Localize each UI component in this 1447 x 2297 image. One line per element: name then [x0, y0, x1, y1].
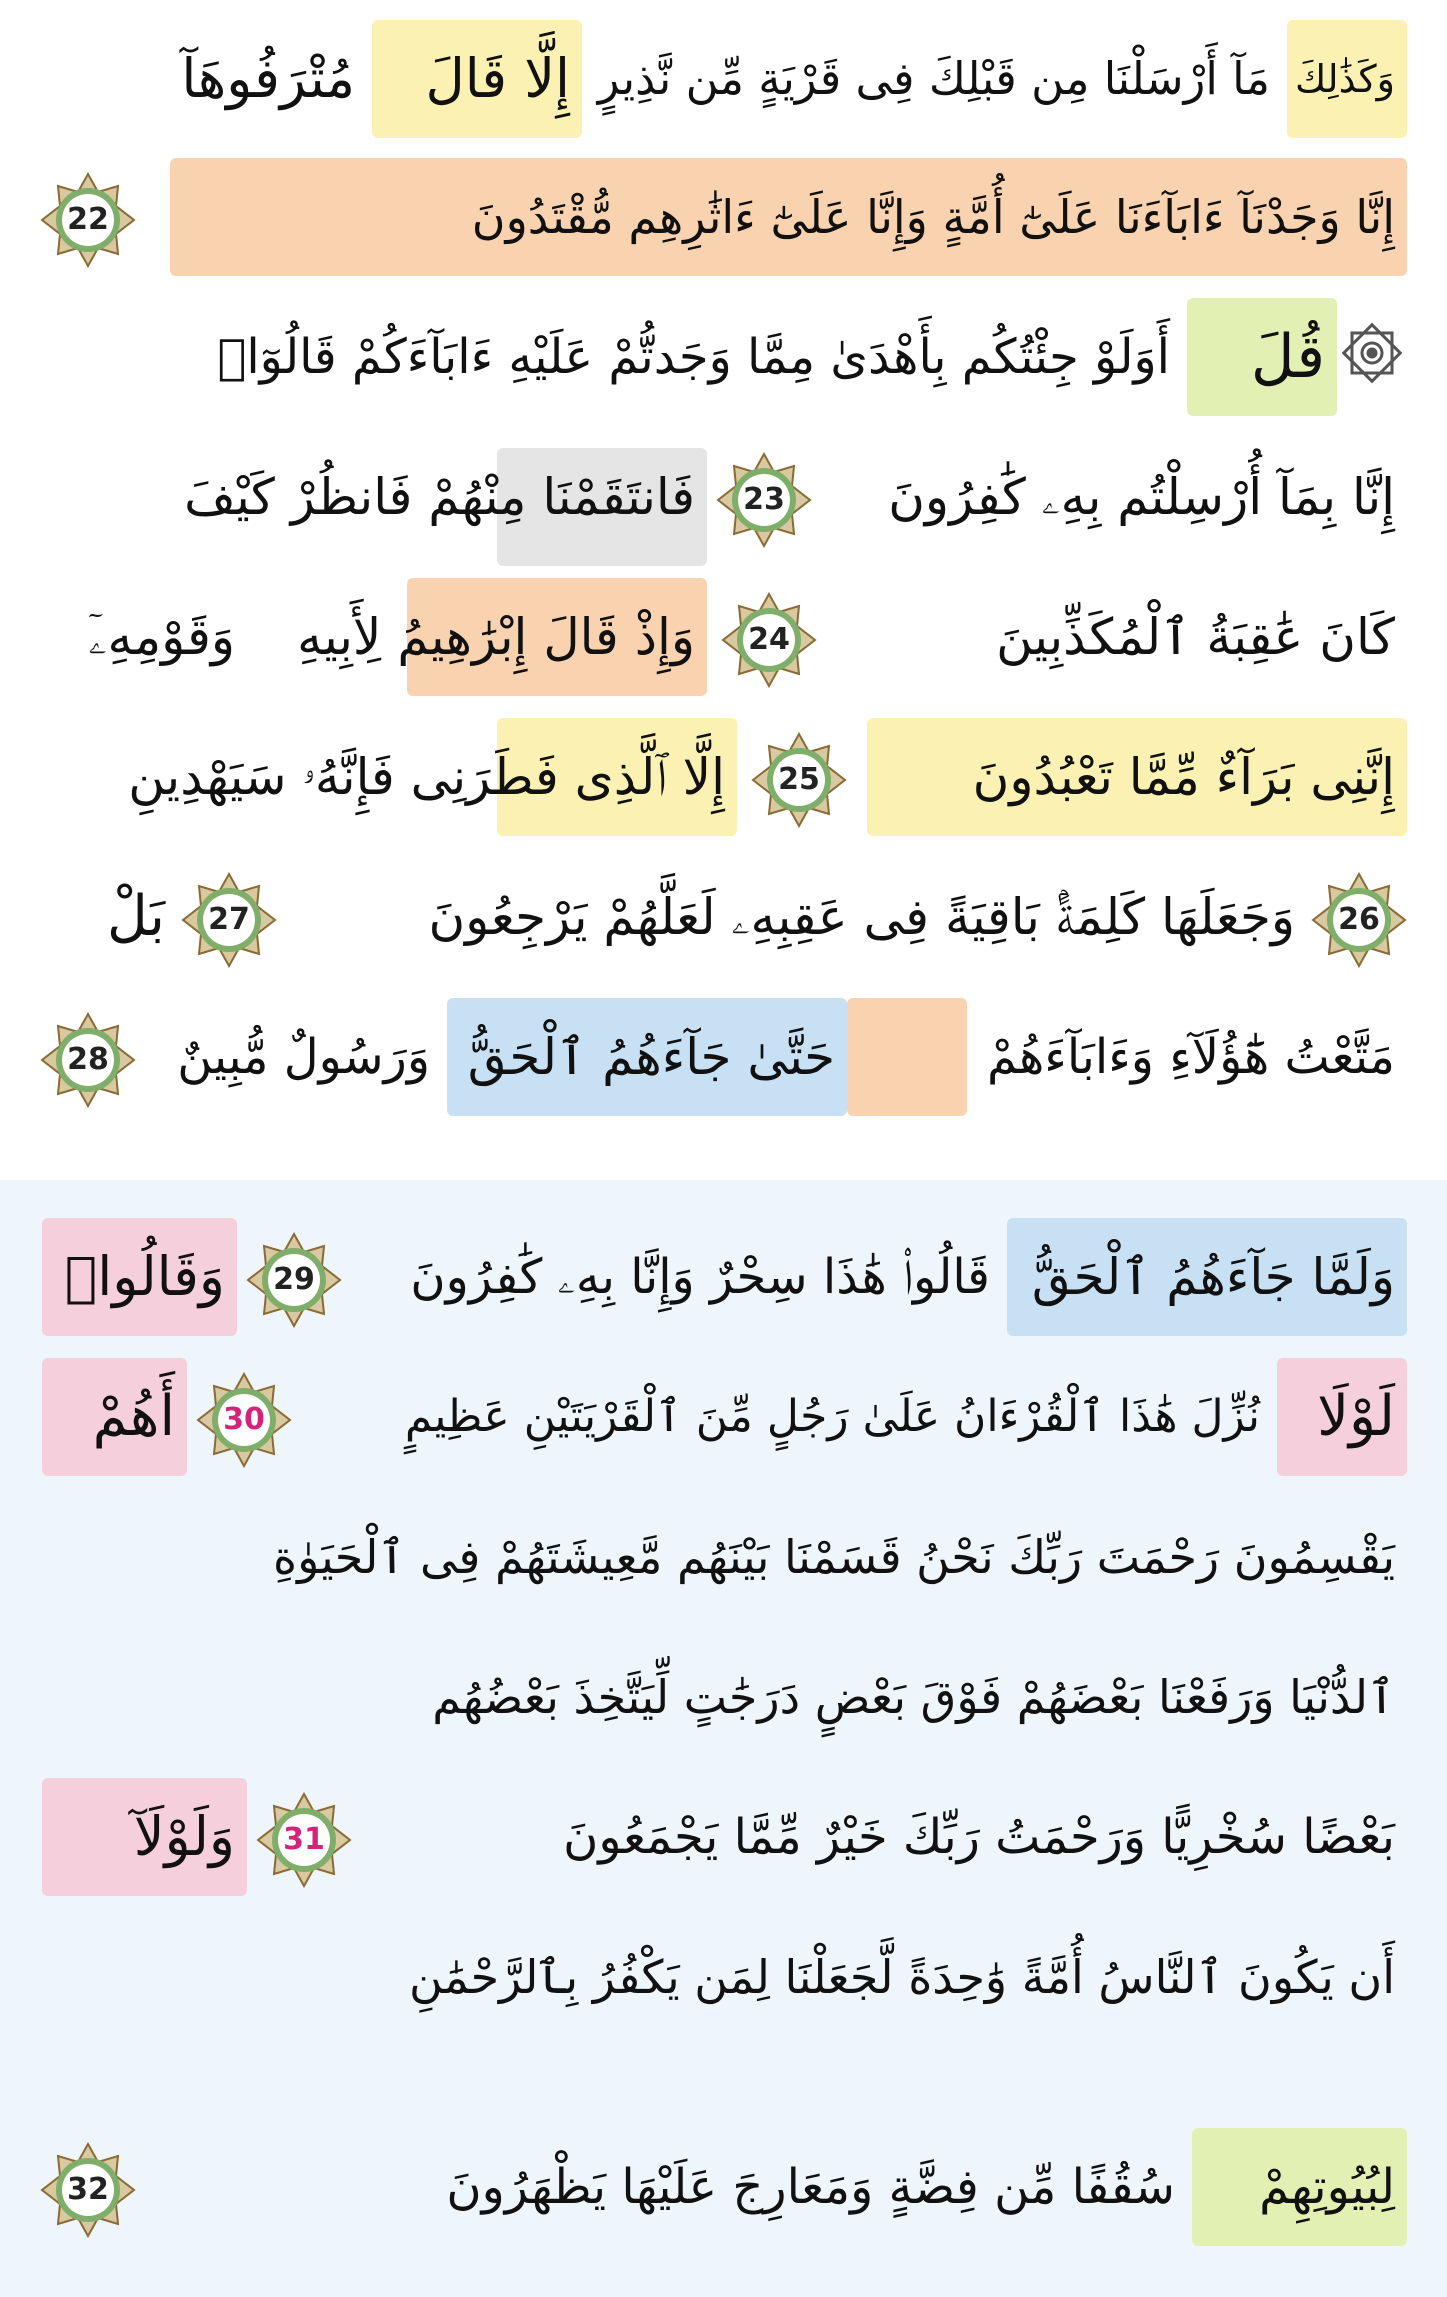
verse-text: وَكَذَٰلِكَ — [1295, 57, 1395, 101]
ayah-number: 29 — [273, 1262, 315, 1297]
verse-text: قَالُوا۟ هَٰذَا سِحْرٌ وَإِنَّا بِهِۦ كَٰفِرُونَ — [410, 1249, 990, 1305]
verse-text: سُقُفًا مِّن فِضَّةٍ وَمَعَارِجَ عَلَيْهَا يَظْهَرُونَ — [446, 2159, 1175, 2215]
ayah-marker-icon — [40, 172, 136, 268]
highlight-segment — [447, 998, 847, 1116]
ayah-number: 31 — [283, 1822, 325, 1857]
ayah-marker-icon — [40, 2142, 136, 2238]
highlight-segment — [1187, 298, 1337, 416]
verse-segment — [47, 20, 367, 138]
verse-segment — [42, 858, 177, 976]
highlight-segment — [847, 998, 967, 1116]
highlight-segment — [1277, 1358, 1407, 1476]
verse-segment — [187, 2128, 1187, 2246]
verse-text: أَن يَكُونَ ٱلنَّاسُ أُمَّةً وَٰحِدَةً لَّجَعَلْنَا لِمَن يَكْفُرُ بِٱلرَّحْمَٰنِ — [409, 1950, 1395, 2004]
verse-text: كَانَ عَٰقِبَةُ ٱلْمُكَذِّبِينَ — [996, 608, 1395, 666]
text-line — [40, 1910, 1407, 2050]
highlight-segment — [1007, 1218, 1407, 1336]
verse-text: وَجَعَلَهَا كَلِمَةًۢ بَاقِيَةً فِى عَقِبِهِۦ لَعَلَّهُمْ يَرْجِعُونَ — [428, 888, 1295, 946]
ayah-number: 25 — [778, 762, 820, 797]
text-line — [40, 710, 1407, 850]
text-line — [40, 1490, 1407, 1630]
verse-text: فَانتَقَمْنَا مِنْهُمْ فَانظُرْ كَيْفَ — [184, 468, 695, 526]
ayah-number: 24 — [748, 622, 790, 657]
text-line — [40, 430, 1407, 570]
highlight-segment — [42, 1358, 187, 1476]
verse-segment — [42, 298, 1182, 416]
verse-segment — [42, 1498, 1407, 1616]
text-line — [40, 990, 1407, 1130]
verse-segment — [587, 20, 1282, 138]
ayah-marker-icon — [716, 452, 812, 548]
verse-text: مَآ أَرْسَلْنَا مِن قَبْلِكَ فِى قَرْيَةٍ مِّن نَّذِيرٍ — [597, 52, 1270, 105]
verse-text: لَوْلَا — [1317, 1384, 1395, 1449]
verse-text: وَقَالُوا۟ — [64, 1245, 225, 1308]
text-line — [40, 150, 1407, 290]
verse-text: لِبُيُوتِهِمْ — [1259, 2159, 1395, 2215]
verse-text: إِنَّا وَجَدْنَآ ءَابَآءَنَا عَلَىٰٓ أُمَّةٍ وَإِنَّا عَلَىٰٓ ءَاثَٰرِهِم مُّقْتَدُونَ — [471, 190, 1395, 244]
verse-text: أَوَلَوْ جِئْتُكُم بِأَهْدَىٰ مِمَّا وَجَدتُّمْ عَلَيْهِ ءَابَآءَكُمْ قَالُوٓا۟ — [217, 329, 1170, 385]
verse-text: وَلَوْلَآ — [133, 1805, 235, 1868]
ayah-number: 30 — [223, 1402, 265, 1437]
verse-segment — [352, 1218, 1002, 1336]
verse-segment — [42, 1638, 1407, 1756]
verse-segment — [367, 1778, 1407, 1896]
highlight-segment — [42, 1218, 237, 1336]
rub-el-hizb-icon — [1337, 318, 1407, 388]
text-line — [40, 570, 1407, 710]
verse-segment — [937, 998, 1407, 1116]
verse-text: حَتَّىٰ جَآءَهُمُ ٱلْحَقُّ — [467, 1028, 835, 1086]
verse-segment — [42, 718, 737, 836]
verse-text: وَقَوْمِهِۦٓ — [88, 608, 235, 666]
text-line — [40, 1630, 1407, 1770]
ayah-marker-icon — [40, 1012, 136, 1108]
ayah-marker-icon — [1311, 872, 1407, 968]
verse-text: وَرَسُولٌ مُّبِينٌ — [177, 1029, 430, 1085]
verse-text: وَإِذْ قَالَ إِبْرَٰهِيمُ لِأَبِيهِ — [297, 608, 695, 666]
verse-segment — [42, 438, 707, 556]
verse-text: ٱلدُّنْيَا وَرَفَعْنَا بَعْضَهُمْ فَوْقَ بَعْضٍ دَرَجَٰتٍ لِّيَتَّخِذَ بَعْضُهُم — [432, 1670, 1395, 1724]
ayah-number: 23 — [743, 482, 785, 517]
verse-text: إِنَّا بِمَآ أُرْسِلْتُم بِهِۦ كَٰفِرُونَ — [888, 468, 1395, 526]
highlight-segment — [1287, 20, 1407, 138]
verse-segment — [162, 998, 442, 1116]
verse-segment — [827, 578, 1407, 696]
highlight-segment — [1192, 2128, 1407, 2246]
highlight-segment — [372, 20, 582, 138]
ayah-marker-icon — [256, 1792, 352, 1888]
ayah-marker-icon — [196, 1372, 292, 1468]
ayah-marker-icon — [181, 872, 277, 968]
verse-text: نُزِّلَ هَٰذَا ٱلْقُرْءَانُ عَلَىٰ رَجُلٍ مِّنَ ٱلْقَرْيَتَيْنِ عَظِيمٍ — [404, 1391, 1260, 1442]
verse-text: وَلَمَّا جَآءَهُمُ ٱلْحَقُّ — [1031, 1248, 1395, 1306]
verse-text: إِلَّا ٱلَّذِى فَطَرَنِى فَإِنَّهُۥ سَيَهْدِينِ — [128, 748, 725, 806]
ayah-marker-icon — [751, 732, 847, 828]
verse-segment — [42, 1918, 1407, 2036]
ayah-marker-icon — [721, 592, 817, 688]
ayah-number: 27 — [208, 902, 250, 937]
verse-text: مَتَّعْتُ هَٰٓؤُلَآءِ وَءَابَآءَهُمْ — [987, 1029, 1395, 1085]
verse-text: إِنَّنِى بَرَآءٌ مِّمَّا تَعْبُدُونَ — [972, 748, 1395, 806]
highlight-segment — [42, 1778, 247, 1896]
ayah-number: 28 — [67, 1042, 109, 1077]
verse-segment — [827, 438, 1407, 556]
highlight-segment — [170, 158, 1407, 276]
verse-text: قُلَ — [1250, 322, 1325, 392]
text-line — [40, 1770, 1407, 1910]
verse-text: إِلَّا قَالَ — [425, 47, 570, 110]
text-line — [40, 290, 1407, 430]
ayah-marker-icon — [246, 1232, 342, 1328]
verse-text: بَعْضًا سُخْرِيًّا وَرَحْمَتُ رَبِّكَ خَيْرٌ مِّمَّا يَجْمَعُونَ — [563, 1809, 1395, 1865]
verse-text: يَقْسِمُونَ رَحْمَتَ رَبِّكَ نَحْنُ قَسَمْنَا بَيْنَهُم مَّعِيشَتَهُمْ فِى ٱلْحَيَوٰةِ — [272, 1530, 1395, 1584]
text-line — [40, 1210, 1407, 1350]
verse-segment — [257, 578, 707, 696]
highlight-segment — [867, 718, 1407, 836]
text-line — [40, 850, 1407, 990]
verse-text: أَهُمْ — [92, 1384, 175, 1449]
verse-segment — [42, 578, 247, 696]
ayah-number: 26 — [1338, 902, 1380, 937]
ayah-number: 22 — [67, 202, 109, 237]
text-line — [40, 1350, 1407, 1490]
text-line — [40, 12, 1407, 152]
verse-segment — [302, 1358, 1272, 1476]
verse-text: مُتْرَفُوهَآ — [181, 47, 355, 110]
verse-text: بَلْ — [107, 884, 165, 949]
text-line — [40, 2120, 1407, 2260]
verse-segment — [287, 858, 1307, 976]
ayah-number: 32 — [67, 2172, 109, 2207]
